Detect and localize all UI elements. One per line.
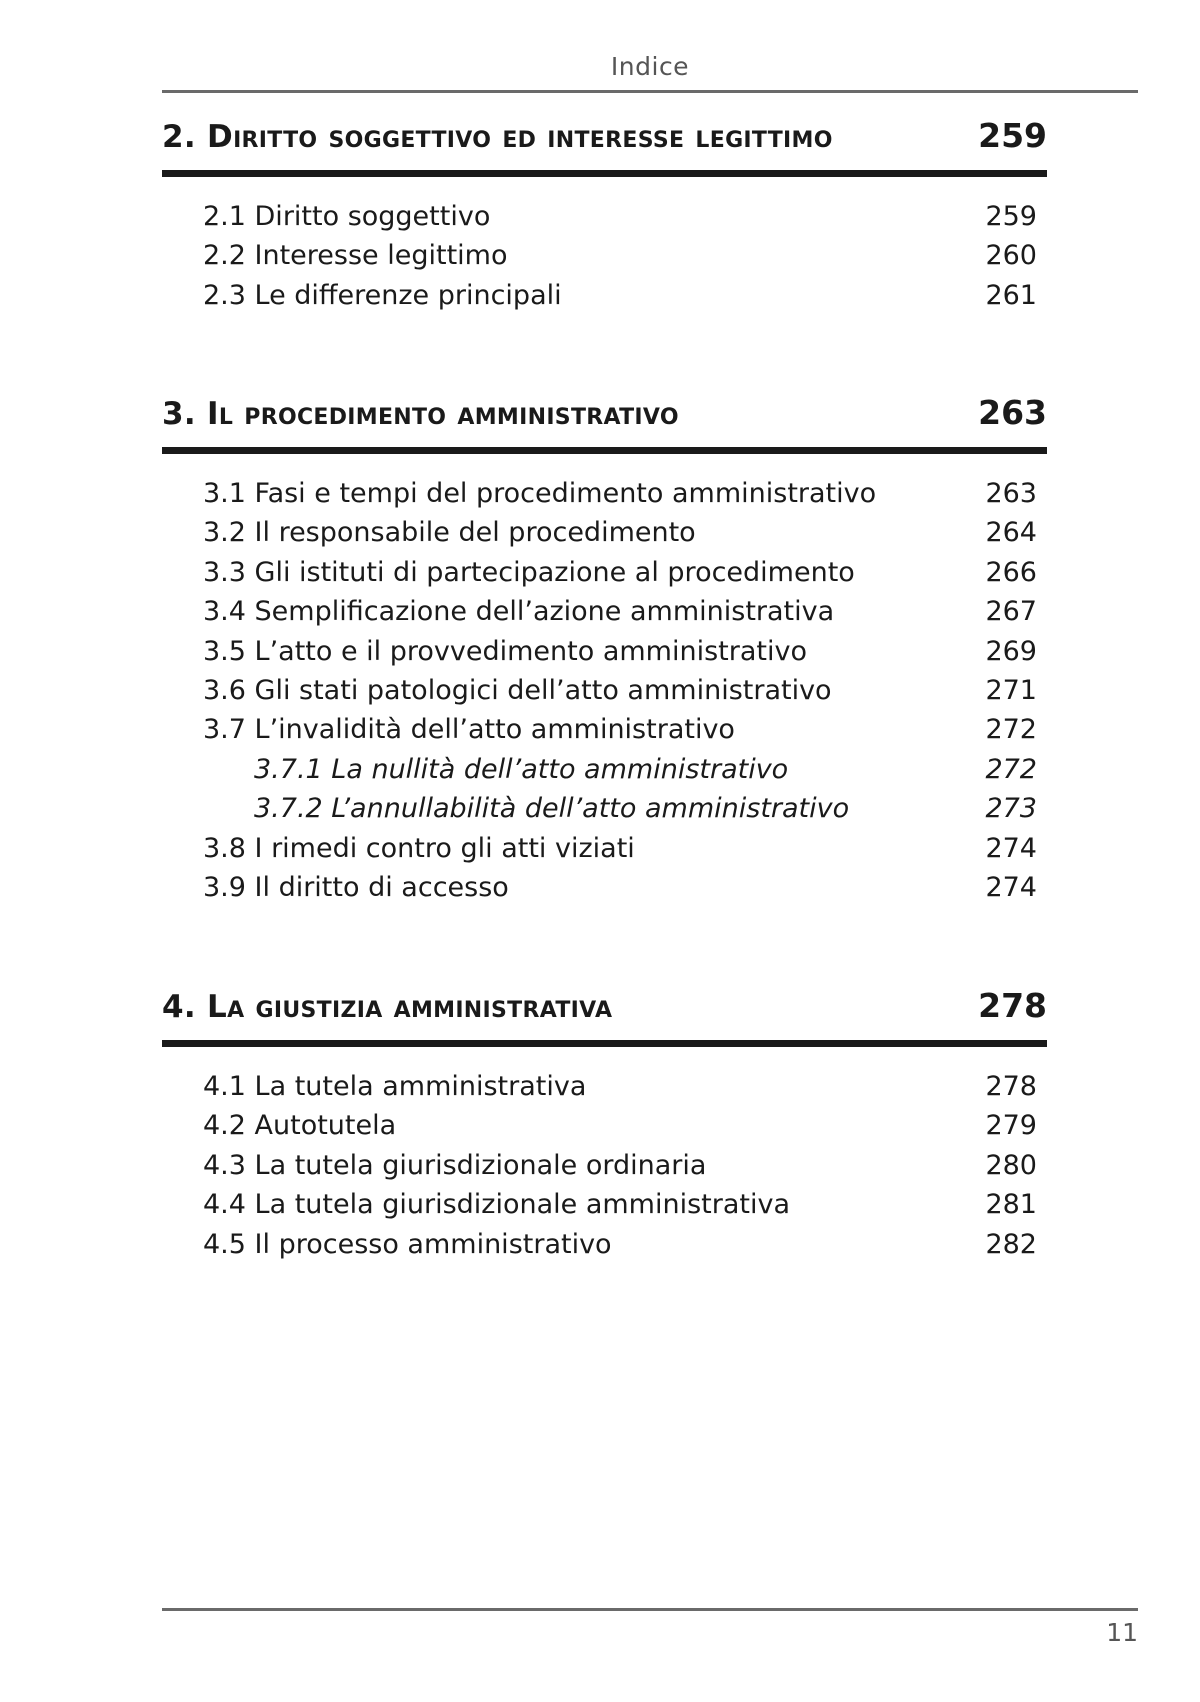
entry-label: 4.4 La tutela giurisdizionale amministrativa (203, 1189, 790, 1221)
toc-subentry[interactable] (162, 789, 1047, 828)
entry-page-number: 273 (985, 793, 1037, 825)
toc-entry[interactable] (162, 197, 1047, 236)
entry-label: 2.2 Interesse legittimo (203, 240, 508, 272)
toc-entry[interactable] (162, 868, 1047, 907)
entry-page-number: 263 (985, 478, 1037, 509)
toc-entry[interactable] (162, 553, 1047, 592)
entry-label: 4.3 La tutela giurisdizionale ordinaria (203, 1149, 707, 1181)
entry-label: 3.7.2 L’annullabilità dell’atto amministrativo (254, 793, 850, 825)
entry-page-number: 259 (985, 201, 1037, 232)
entry-page-number: 280 (985, 1149, 1037, 1181)
entry-label: 3.3 Gli istituti di partecipazione al procedimento (203, 556, 855, 588)
entry-page-number: 274 (985, 832, 1037, 864)
entry-label: 3.8 I rimedi contro gli atti viziati (203, 832, 635, 864)
entry-page-number: 267 (985, 596, 1037, 628)
toc-entry[interactable] (162, 1067, 1047, 1106)
entry-label: 3.1 Fasi e tempi del procedimento amministrativo (203, 478, 877, 509)
entry-page-number: 278 (985, 1071, 1037, 1102)
chapter-page-number: 278 (978, 986, 1047, 1025)
chapter-heading[interactable] (162, 389, 1047, 454)
entry-page-number: 282 (985, 1228, 1037, 1260)
entry-page-number: 269 (985, 635, 1037, 667)
entry-page-number: 264 (985, 517, 1037, 549)
toc-entry[interactable] (162, 1146, 1047, 1185)
entry-page-number: 281 (985, 1189, 1037, 1221)
entry-page-number: 260 (985, 240, 1037, 272)
toc-entry[interactable] (162, 474, 1047, 513)
toc-entry[interactable] (162, 276, 1047, 315)
toc-entry[interactable] (162, 513, 1047, 552)
chapter-page-number: 263 (978, 393, 1047, 432)
running-header-title: Indice (610, 52, 690, 81)
section-list (162, 454, 1047, 907)
chapter-title: 2. Diritto soggettivo ed interesse legittimo (162, 119, 833, 155)
chapter-heading[interactable] (162, 112, 1047, 177)
toc-entry[interactable] (162, 1185, 1047, 1224)
entry-page-number: 272 (985, 753, 1037, 785)
entry-label: 2.1 Diritto soggettivo (203, 201, 491, 232)
section-list (162, 1047, 1047, 1264)
header-rule (162, 90, 1138, 93)
entry-page-number: 271 (985, 674, 1037, 706)
entry-label: 2.3 Le differenze principali (203, 279, 562, 311)
toc-entry[interactable] (162, 671, 1047, 710)
toc-entry[interactable] (162, 592, 1047, 631)
entry-label: 3.5 L’atto e il provvedimento amministrativo (203, 635, 807, 667)
chapter-page-number: 259 (978, 116, 1047, 155)
section-list (162, 177, 1047, 315)
entry-label: 4.5 Il processo amministrativo (203, 1228, 612, 1260)
entry-label: 4.1 La tutela amministrativa (203, 1071, 587, 1102)
toc-entry[interactable] (162, 236, 1047, 275)
entry-page-number: 279 (985, 1110, 1037, 1142)
toc-chapter-2 (162, 112, 1047, 315)
toc-entry[interactable] (162, 710, 1047, 749)
entry-label: 3.2 Il responsabile del procedimento (203, 517, 696, 549)
entry-label: 3.7.1 La nullità dell’atto amministrativo (254, 753, 789, 785)
toc-subentry[interactable] (162, 750, 1047, 789)
entry-label: 3.6 Gli stati patologici dell’atto amministrativo (203, 674, 832, 706)
toc-entry[interactable] (162, 1106, 1047, 1145)
chapter-title: 3. Il procedimento amministrativo (162, 396, 679, 432)
toc-chapter-3 (162, 389, 1047, 907)
entry-label: 3.7 L’invalidità dell’atto amministrativo (203, 714, 735, 746)
entry-page-number: 272 (985, 714, 1037, 746)
chapter-title: 4. La giustizia amministrativa (162, 989, 613, 1025)
entry-page-number: 266 (985, 556, 1037, 588)
toc-entry[interactable] (162, 632, 1047, 671)
footer-rule (162, 1608, 1138, 1611)
entry-page-number: 261 (985, 279, 1037, 311)
toc-entry[interactable] (162, 1225, 1047, 1264)
entry-page-number: 274 (985, 871, 1037, 903)
toc-chapter-4 (162, 982, 1047, 1264)
entry-label: 4.2 Autotutela (203, 1110, 397, 1142)
page-number: 11 (1106, 1618, 1138, 1647)
toc-entry[interactable] (162, 829, 1047, 868)
entry-label: 3.9 Il diritto di accesso (203, 871, 509, 903)
chapter-heading[interactable] (162, 982, 1047, 1047)
entry-label: 3.4 Semplificazione dell’azione amministrativa (203, 596, 835, 628)
